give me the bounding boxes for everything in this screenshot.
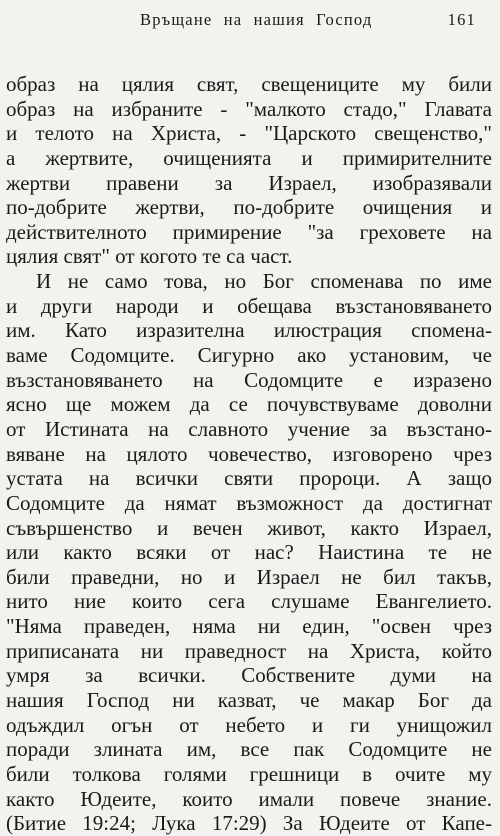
text-line: Содомците да нямат възможност да достигнат (6, 490, 492, 515)
text-line: умря за всички. Собствените думи на (6, 663, 492, 688)
text-line: и телото на Христа, - "Царското свещенство," (6, 121, 492, 146)
text-line: приписаната ни праведност на Христа, който (6, 638, 492, 663)
text-line: както Юдеите, които имали повече знание. (6, 786, 492, 811)
text-line: одъждил огън от небето и ги унищожил (6, 712, 492, 737)
text-line: образ на избраните - "малкото стадо," Главата (6, 96, 492, 121)
text-line: цялия свят" от когото те са част. (6, 244, 293, 269)
text-line: ясно ще можем да се почувствуваме доволни (6, 392, 492, 417)
page-number: 161 (447, 10, 476, 29)
text-line: а жертвите, очищенията и примирителните (6, 145, 492, 170)
text-line: "Няма праведен, няма ни един, "освен чрез (6, 614, 492, 639)
text-line: действителното примирение "за греховете на (6, 219, 492, 244)
text-line: или както всяки от нас? Наистина те не (6, 540, 492, 565)
text-line: били толкова голями грешници в очите му (6, 761, 492, 786)
text-line: вяване на цялото човечество, изговорено чрез (6, 441, 492, 466)
text-line: образ на цялия свят, свещениците му били (6, 72, 492, 96)
text-line: и други народи и обещава възстановяването (6, 293, 492, 318)
text-line: ваме Содомците. Сигурно ако установим, че (6, 343, 492, 368)
text-line: им. Като изразителна илюстрация спомена- (6, 318, 492, 343)
text-line: били праведни, но и Израел не бил такъв, (6, 564, 492, 589)
text-line: съвършенство и вечен живот, както Израел, (6, 515, 492, 540)
text-line: нито ние които сега слушаме Евангелието. (6, 589, 492, 614)
text-line: възстановяването на Содомците е изразено (6, 367, 492, 392)
text-line: (Битие 19:24; Лука 17:29) За Юдеите от Капе- (6, 811, 492, 836)
text-line: нашия Господ ни казват, че макар Бог да (6, 688, 492, 713)
body-text (6, 72, 492, 836)
text-line: устата на всички святи пророци. А защо (6, 466, 492, 491)
running-title: Връщане на нашия Господ (140, 10, 373, 29)
text-line: И не само това, но Бог споменава по име (36, 269, 492, 294)
text-line: поради злината им, все пак Содомците не (6, 737, 492, 762)
running-header (22, 10, 486, 34)
text-line: от Истината на славното учение за възстано- (6, 416, 492, 441)
text-line: жертви правени за Израел, изобразявали (6, 170, 492, 195)
text-line: по-добрите жертви, по-добрите очищения и (6, 195, 492, 220)
